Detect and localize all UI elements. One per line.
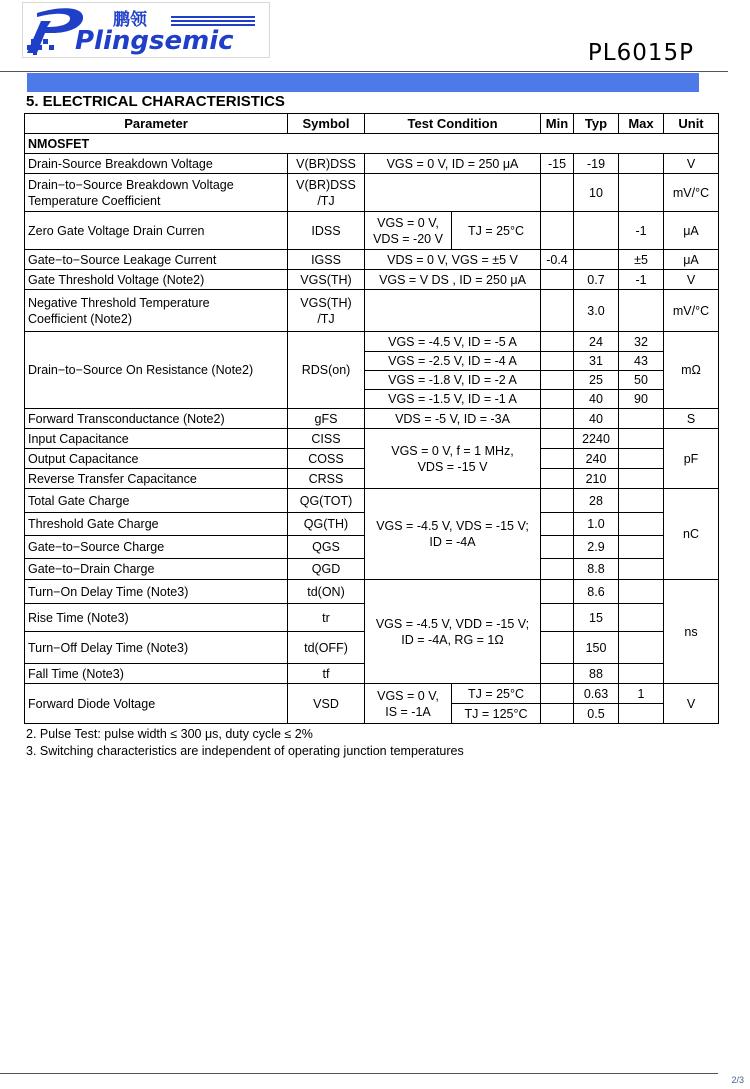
- min-cell: [541, 513, 574, 536]
- symbol-cell: QGS: [288, 536, 365, 559]
- header-symbol: Symbol: [288, 114, 365, 134]
- condition-cell: VGS = -1.8 V, ID = -2 A: [365, 371, 541, 390]
- symbol-cell: COSS: [288, 449, 365, 469]
- symbol-cell: IDSS: [288, 212, 365, 250]
- param-cell: Fall Time (Note3): [25, 664, 288, 684]
- symbol-line: VGS(TH): [300, 295, 352, 310]
- condition-cell: VGS = -1.5 V, ID = -1 A: [365, 390, 541, 409]
- param-line: Temperature Coefficient: [28, 193, 161, 208]
- min-cell: [541, 290, 574, 332]
- min-cell: [541, 664, 574, 684]
- max-cell: [619, 469, 664, 489]
- max-cell: [619, 536, 664, 559]
- symbol-cell: [288, 290, 365, 332]
- max-cell: 43: [619, 352, 664, 371]
- table-row: [25, 332, 719, 352]
- condition-cell: VDS = -5 V, ID = -3A: [365, 409, 541, 429]
- condition-temp-cell: TJ = 25°C: [452, 212, 541, 250]
- table-header-row: [25, 114, 719, 134]
- typ-cell: 2240: [574, 429, 619, 449]
- min-cell: [541, 489, 574, 513]
- param-cell: Turn−On Delay Time (Note3): [25, 580, 288, 604]
- min-cell: -0.4: [541, 250, 574, 270]
- max-cell: [619, 174, 664, 212]
- condition-line: ID = -4A, RG = 1Ω: [401, 632, 504, 647]
- param-cell: Threshold Gate Charge: [25, 513, 288, 536]
- table-row: [25, 250, 719, 270]
- condition-line: VDS = -20 V: [373, 231, 443, 246]
- max-cell: [619, 632, 664, 664]
- company-logo: [22, 2, 270, 58]
- condition-cell: VDS = 0 V, VGS = ±5 V: [365, 250, 541, 270]
- electrical-characteristics-table: [24, 113, 719, 724]
- min-cell: [541, 449, 574, 469]
- unit-cell: V: [664, 154, 719, 174]
- min-cell: [541, 604, 574, 632]
- condition-cell: [365, 174, 541, 212]
- min-cell: [541, 704, 574, 724]
- table-row: [25, 409, 719, 429]
- param-line: Negative Threshold Temperature: [28, 295, 210, 310]
- min-cell: [541, 429, 574, 449]
- condition-line: VGS = 0 V,: [377, 215, 439, 230]
- unit-cell: pF: [664, 429, 719, 489]
- table-row: [25, 134, 719, 154]
- min-cell: [541, 559, 574, 580]
- typ-cell: 24: [574, 332, 619, 352]
- typ-cell: 8.6: [574, 580, 619, 604]
- min-cell: [541, 684, 574, 704]
- condition-cell: VGS = 0 V, ID = 250 μA: [365, 154, 541, 174]
- condition-cell: [365, 290, 541, 332]
- symbol-cell: td(ON): [288, 580, 365, 604]
- param-cell: Rise Time (Note3): [25, 604, 288, 632]
- param-cell: Gate−to−Drain Charge: [25, 559, 288, 580]
- param-cell: Gate−to−Source Leakage Current: [25, 250, 288, 270]
- max-cell: [619, 290, 664, 332]
- condition-temp-cell: TJ = 25°C: [452, 684, 541, 704]
- unit-cell: V: [664, 270, 719, 290]
- typ-cell: 40: [574, 390, 619, 409]
- param-cell: Forward Diode Voltage: [25, 684, 288, 724]
- max-cell: [619, 409, 664, 429]
- condition-cell: [365, 489, 541, 580]
- table-row: [25, 290, 719, 332]
- group-label: NMOSFET: [25, 134, 719, 154]
- param-cell: Gate Threshold Voltage (Note2): [25, 270, 288, 290]
- symbol-cell: VSD: [288, 684, 365, 724]
- symbol-cell: QG(TOT): [288, 489, 365, 513]
- logo-graphic: [23, 3, 269, 57]
- max-cell: [619, 489, 664, 513]
- max-cell: ±5: [619, 250, 664, 270]
- symbol-cell: QGD: [288, 559, 365, 580]
- min-cell: [541, 469, 574, 489]
- typ-cell: 15: [574, 604, 619, 632]
- param-cell: [25, 290, 288, 332]
- max-cell: [619, 513, 664, 536]
- param-cell: Turn−Off Delay Time (Note3): [25, 632, 288, 664]
- condition-line: ID = -4A: [429, 535, 476, 549]
- footnote-pulse-test: 2. Pulse Test: pulse width ≤ 300 μs, duty cycle ≤ 2%: [26, 727, 313, 741]
- max-cell: 32: [619, 332, 664, 352]
- table-row: [25, 489, 719, 513]
- typ-cell: 10: [574, 174, 619, 212]
- table-row: [25, 154, 719, 174]
- param-line: Drain−to−Source Breakdown Voltage: [28, 177, 234, 192]
- typ-cell: 3.0: [574, 290, 619, 332]
- param-cell: Gate−to−Source Charge: [25, 536, 288, 559]
- typ-cell: 1.0: [574, 513, 619, 536]
- max-cell: [619, 429, 664, 449]
- min-cell: [541, 632, 574, 664]
- min-cell: [541, 580, 574, 604]
- symbol-cell: IGSS: [288, 250, 365, 270]
- condition-cell: [365, 684, 452, 724]
- footnotes: [26, 726, 464, 760]
- param-cell: Drain-Source Breakdown Voltage: [25, 154, 288, 174]
- min-cell: [541, 536, 574, 559]
- condition-temp-cell: TJ = 125°C: [452, 704, 541, 724]
- param-cell: Forward Transconductance (Note2): [25, 409, 288, 429]
- unit-cell: mV/°C: [664, 174, 719, 212]
- symbol-cell: tr: [288, 604, 365, 632]
- table-row: [25, 270, 719, 290]
- symbol-line: /TJ: [317, 311, 335, 326]
- max-cell: [619, 154, 664, 174]
- footer-divider: [0, 1073, 718, 1074]
- unit-cell: μA: [664, 250, 719, 270]
- header-banner: [27, 73, 699, 92]
- typ-cell: 2.9: [574, 536, 619, 559]
- min-cell: [541, 390, 574, 409]
- typ-cell: 0.7: [574, 270, 619, 290]
- condition-cell: [365, 212, 452, 250]
- max-cell: 90: [619, 390, 664, 409]
- unit-cell: mΩ: [664, 332, 719, 409]
- min-cell: [541, 174, 574, 212]
- table-row: [25, 580, 719, 604]
- max-cell: -1: [619, 212, 664, 250]
- condition-line: VDS = -15 V: [417, 459, 488, 474]
- footnote-switching: 3. Switching characteristics are independent of operating junction temperatures: [26, 744, 464, 758]
- param-cell: Total Gate Charge: [25, 489, 288, 513]
- typ-cell: 31: [574, 352, 619, 371]
- max-cell: [619, 604, 664, 632]
- header-typ: Typ: [574, 114, 619, 134]
- unit-cell: mV/°C: [664, 290, 719, 332]
- max-cell: [619, 559, 664, 580]
- logo-stripes-icon: [171, 17, 255, 25]
- table-row: [25, 429, 719, 449]
- condition-line: VGS = -4.5 V, VDS = -15 V;: [376, 519, 529, 533]
- unit-cell: μA: [664, 212, 719, 250]
- typ-cell: 0.63: [574, 684, 619, 704]
- max-cell: 50: [619, 371, 664, 390]
- min-cell: -15: [541, 154, 574, 174]
- typ-cell: 25: [574, 371, 619, 390]
- header-divider: [0, 71, 728, 72]
- typ-cell: 240: [574, 449, 619, 469]
- condition-line: VGS = -4.5 V, VDD = -15 V;: [375, 616, 530, 631]
- unit-cell: ns: [664, 580, 719, 684]
- symbol-cell: V(BR)DSS: [288, 154, 365, 174]
- max-cell: [619, 664, 664, 684]
- symbol-cell: td(OFF): [288, 632, 365, 664]
- typ-cell: 40: [574, 409, 619, 429]
- param-cell: Drain−to−Source On Resistance (Note2): [25, 332, 288, 409]
- max-cell: [619, 580, 664, 604]
- min-cell: [541, 409, 574, 429]
- symbol-cell: CISS: [288, 429, 365, 449]
- typ-cell: 8.8: [574, 559, 619, 580]
- typ-cell: 28: [574, 489, 619, 513]
- typ-cell: 150: [574, 632, 619, 664]
- symbol-cell: QG(TH): [288, 513, 365, 536]
- typ-cell: 88: [574, 664, 619, 684]
- typ-cell: 0.5: [574, 704, 619, 724]
- param-cell: Output Capacitance: [25, 449, 288, 469]
- condition-line: VGS = 0 V, f = 1 MHz,: [391, 443, 514, 458]
- condition-cell: [365, 580, 541, 684]
- page-number: 2/3: [731, 1075, 744, 1085]
- symbol-cell: [288, 174, 365, 212]
- max-cell: [619, 449, 664, 469]
- param-cell: [25, 174, 288, 212]
- min-cell: [541, 352, 574, 371]
- max-cell: 1: [619, 684, 664, 704]
- header-max: Max: [619, 114, 664, 134]
- table-row: [25, 684, 719, 704]
- max-cell: -1: [619, 270, 664, 290]
- max-cell: [619, 704, 664, 724]
- header-min: Min: [541, 114, 574, 134]
- condition-cell: VGS = -4.5 V, ID = -5 A: [365, 332, 541, 352]
- condition-cell: VGS = V DS , ID = 250 μA: [365, 270, 541, 290]
- param-cell: Reverse Transfer Capacitance: [25, 469, 288, 489]
- table-row: [25, 174, 719, 212]
- symbol-cell: tf: [288, 664, 365, 684]
- header-parameter: Parameter: [25, 114, 288, 134]
- unit-cell: nC: [664, 489, 719, 580]
- param-cell: Input Capacitance: [25, 429, 288, 449]
- section-title: 5. ELECTRICAL CHARACTERISTICS: [26, 93, 285, 110]
- unit-cell: S: [664, 409, 719, 429]
- symbol-cell: gFS: [288, 409, 365, 429]
- param-line: Coefficient (Note2): [28, 311, 132, 326]
- header-test-condition: Test Condition: [365, 114, 541, 134]
- part-number-title: PL6015P: [587, 40, 694, 66]
- symbol-cell: VGS(TH): [288, 270, 365, 290]
- condition-cell: [365, 429, 541, 489]
- symbol-line: V(BR)DSS: [296, 177, 356, 192]
- typ-cell: 210: [574, 469, 619, 489]
- condition-line: IS = -1A: [385, 704, 431, 719]
- min-cell: [541, 371, 574, 390]
- logo-chinese-text: 鹏领: [113, 10, 147, 30]
- symbol-cell: RDS(on): [288, 332, 365, 409]
- min-cell: [541, 212, 574, 250]
- min-cell: [541, 270, 574, 290]
- typ-cell: [574, 212, 619, 250]
- param-cell: Zero Gate Voltage Drain Curren: [25, 212, 288, 250]
- min-cell: [541, 332, 574, 352]
- typ-cell: [574, 250, 619, 270]
- condition-cell: VGS = -2.5 V, ID = -4 A: [365, 352, 541, 371]
- condition-line: VGS = 0 V,: [377, 688, 439, 703]
- logo-brand-text: Plingsemic: [75, 26, 234, 56]
- table-row: [25, 212, 719, 250]
- typ-cell: -19: [574, 154, 619, 174]
- unit-cell: V: [664, 684, 719, 724]
- symbol-cell: CRSS: [288, 469, 365, 489]
- symbol-line: /TJ: [317, 193, 335, 208]
- header-unit: Unit: [664, 114, 719, 134]
